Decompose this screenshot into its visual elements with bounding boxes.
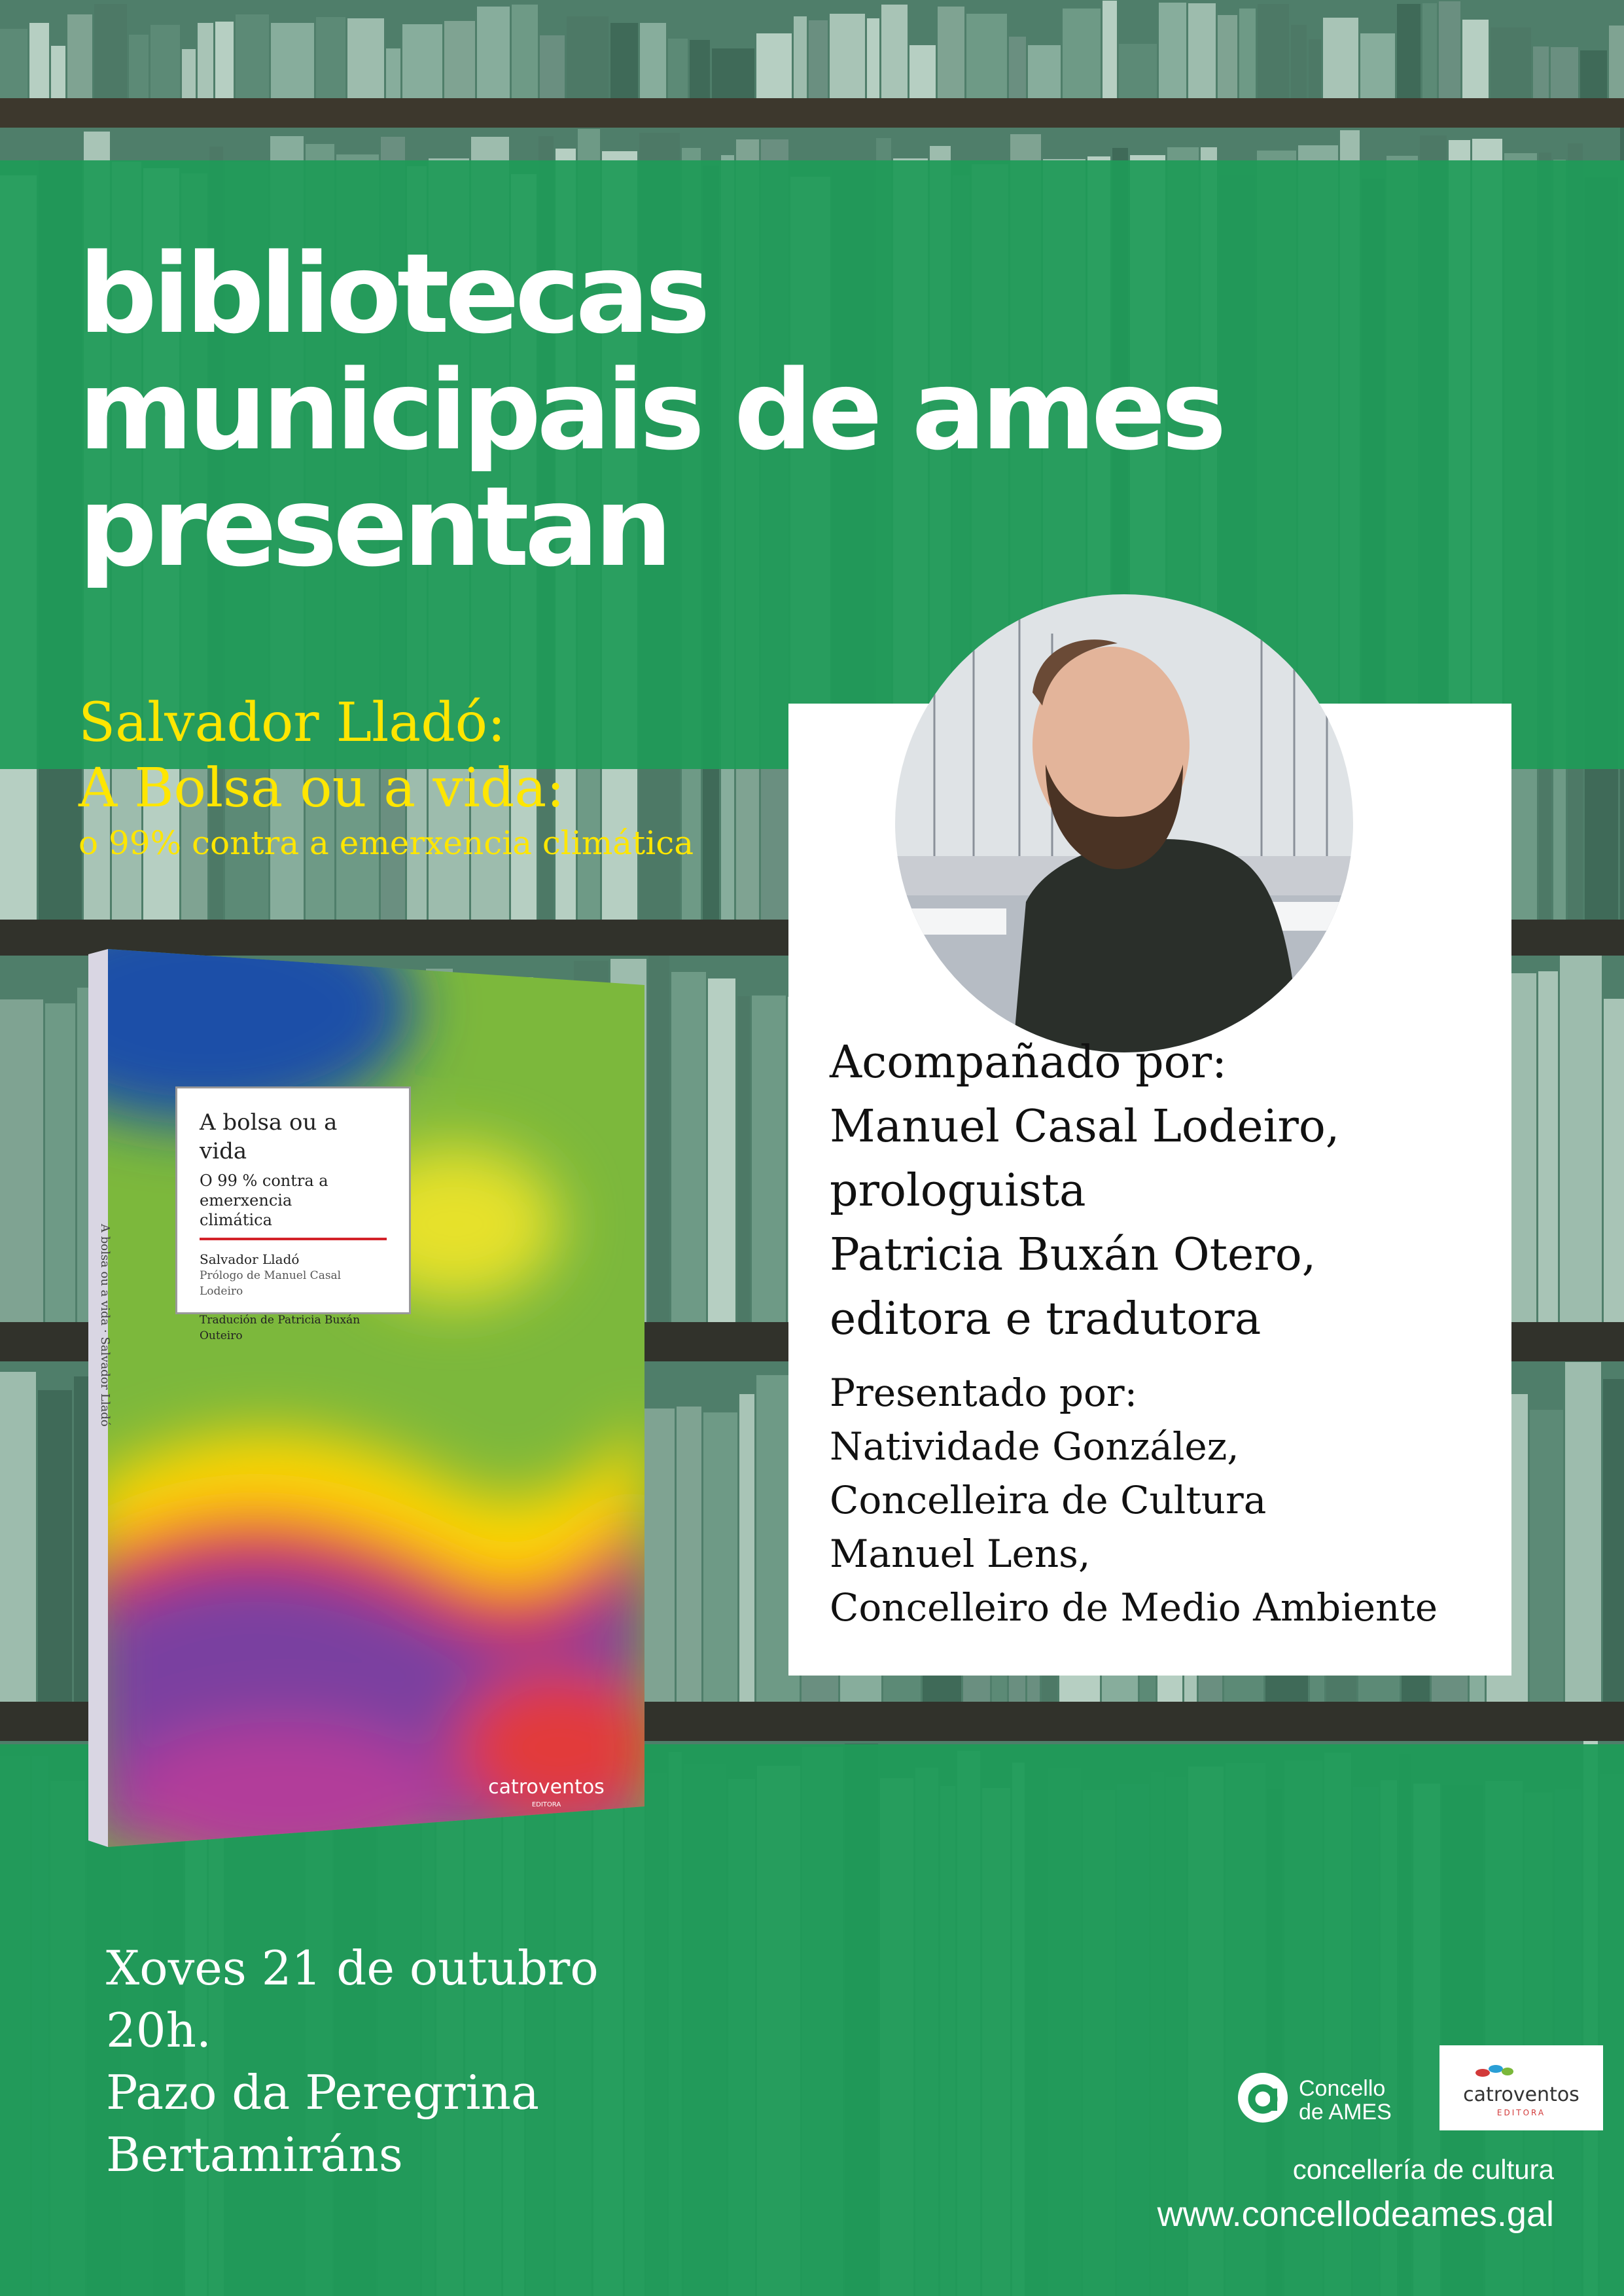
book-spine [567, 16, 609, 98]
book-spine [1533, 46, 1549, 98]
book-spine [881, 5, 908, 98]
book-spine [756, 33, 792, 98]
accompanied-line: editora e tradutora [830, 1293, 1262, 1345]
presented-heading: Presentado por: [830, 1371, 1138, 1415]
author-photo [895, 594, 1353, 1052]
cover-subtitle: O 99 % contra a emerxencia climática [200, 1172, 328, 1229]
presented-line: Natividade González, [830, 1424, 1239, 1469]
book-spine [1560, 956, 1602, 1322]
cover-author: Salvador Lladó [200, 1251, 300, 1267]
book-subtitle: o 99% contra a emerxencia climática [79, 824, 694, 862]
footer-logos [1237, 2039, 1603, 2130]
book-spine [215, 22, 234, 98]
book-spine [830, 14, 865, 98]
book-spine [690, 40, 710, 98]
book-spine [703, 1412, 737, 1702]
book-spine [1397, 4, 1421, 98]
book-spine [1258, 4, 1289, 98]
book-spine [1218, 15, 1237, 98]
guests-text [830, 1031, 1438, 1634]
book-spine [794, 16, 807, 98]
book-spine [752, 996, 786, 1322]
book-spine [1159, 3, 1186, 98]
book-spine [29, 23, 49, 98]
catroventos-logo-text: catroventos [1463, 2083, 1580, 2106]
book-spine [316, 17, 345, 98]
book-cover-image [88, 949, 644, 1847]
book-spine [640, 23, 666, 98]
book-spine [708, 978, 735, 1322]
wind-icon [1475, 2064, 1515, 2078]
book-spine [386, 48, 400, 98]
book-spine [1565, 1362, 1601, 1702]
book-spine [739, 1394, 754, 1702]
book-spine [1551, 47, 1578, 98]
book-spine [1323, 18, 1358, 98]
headline: bibliotecas municipais de ames presentan [79, 230, 1222, 591]
book-spine [540, 35, 565, 98]
book-spine [51, 46, 65, 98]
event-town: Bertamiráns [106, 2127, 403, 2182]
book-spine [45, 1003, 75, 1322]
presented-line: Concelleiro de Medio Ambiente [830, 1585, 1438, 1630]
catroventos-logo-sub: EDITORA [1496, 2108, 1546, 2117]
event-details [106, 1937, 599, 2186]
book-publisher-sub: EDITORA [531, 1801, 561, 1808]
book-spine [1119, 44, 1157, 98]
book-spine [1609, 26, 1624, 98]
book-spine [0, 999, 43, 1322]
presented-line: Concelleira de Cultura [830, 1478, 1267, 1522]
book-publisher-logo: catroventos [488, 1776, 605, 1799]
book-spine [1239, 9, 1256, 98]
event-title-block [79, 691, 694, 865]
footer-text [1103, 2150, 1554, 2239]
event-time: 20h. [106, 2003, 211, 2058]
book-spine [477, 7, 510, 98]
book-spine [668, 39, 688, 98]
book-spine [1604, 999, 1624, 1322]
book-title: A Bolsa ou a vida: [79, 757, 565, 819]
book-spine [1103, 1, 1117, 98]
book-spine [737, 996, 750, 1322]
book-spine [198, 23, 213, 98]
book-spine [271, 23, 314, 98]
cover-prologue: Prólogo de Manuel Casal Lodeiro [200, 1269, 342, 1298]
book-spine [67, 14, 92, 98]
book-spine [94, 4, 127, 98]
book-spine [909, 45, 936, 98]
concello-logo-line2: de AMES [1299, 2100, 1392, 2125]
event-date: Xoves 21 de outubro [106, 1941, 599, 1996]
book-spine [182, 49, 196, 98]
cover-divider [200, 1238, 387, 1240]
book-spine [712, 48, 754, 98]
book-spine [671, 972, 706, 1322]
book-spine [1603, 1379, 1624, 1702]
book-spine [677, 1407, 701, 1702]
book-spine [1538, 971, 1558, 1322]
book-spine [867, 18, 879, 98]
book-spine [1491, 27, 1531, 98]
book-spine [809, 20, 828, 98]
book-cover-label [175, 1086, 411, 1342]
accompanied-heading: Acompañado por: [830, 1037, 1227, 1088]
book-spine [0, 1372, 36, 1702]
author-name: Salvador Lladó: [79, 692, 506, 754]
book-spine [1188, 3, 1216, 98]
department-name: concellería de cultura [1292, 2154, 1554, 2185]
book-spine [1360, 33, 1395, 98]
cover-translation: Tradución de Patricia Buxán Outeiro [200, 1314, 361, 1342]
book-spine [512, 5, 538, 98]
event-venue: Pazo da Peregrina [106, 2065, 539, 2120]
book-spine [0, 29, 27, 98]
book-spine [1422, 3, 1437, 98]
book-spine [129, 35, 149, 98]
concello-logo-line1: Concello [1299, 2076, 1386, 2101]
book-spine [444, 21, 475, 98]
book-spine [1462, 20, 1489, 98]
accompanied-line: Patricia Buxán Otero, [830, 1229, 1316, 1281]
presented-line: Manuel Lens, [830, 1532, 1091, 1576]
book-spine [1530, 1410, 1563, 1702]
book-spine [236, 14, 269, 98]
book-spine [1028, 45, 1061, 98]
accompanied-line: Manuel Casal Lodeiro, [830, 1101, 1340, 1153]
book-spine [1063, 9, 1101, 98]
book-spine [38, 1390, 72, 1702]
book-spine [1309, 39, 1321, 98]
cover-title: A bolsa ou a vida [200, 1109, 338, 1164]
book-spine [402, 24, 442, 98]
book-spine [648, 956, 669, 1322]
book-spine [966, 14, 1007, 98]
book-spine [938, 7, 964, 98]
accompanied-line: prologuista [830, 1165, 1086, 1217]
website-link[interactable]: www.concellodeames.gal [1157, 2195, 1554, 2234]
concello-logo-icon [1237, 2072, 1289, 2124]
catroventos-logo [1439, 2045, 1603, 2130]
concello-logo-text [1299, 2077, 1392, 2124]
book-spine [1009, 37, 1026, 98]
book-spine [610, 23, 638, 98]
book-spine [1439, 1, 1460, 98]
book-spine [1580, 50, 1607, 98]
book-spine [150, 25, 180, 98]
book-spine [1291, 25, 1307, 98]
book-spine [347, 18, 384, 98]
book-spine-text: A bolsa ou a vida · Salvador Lladó [98, 1224, 112, 1427]
